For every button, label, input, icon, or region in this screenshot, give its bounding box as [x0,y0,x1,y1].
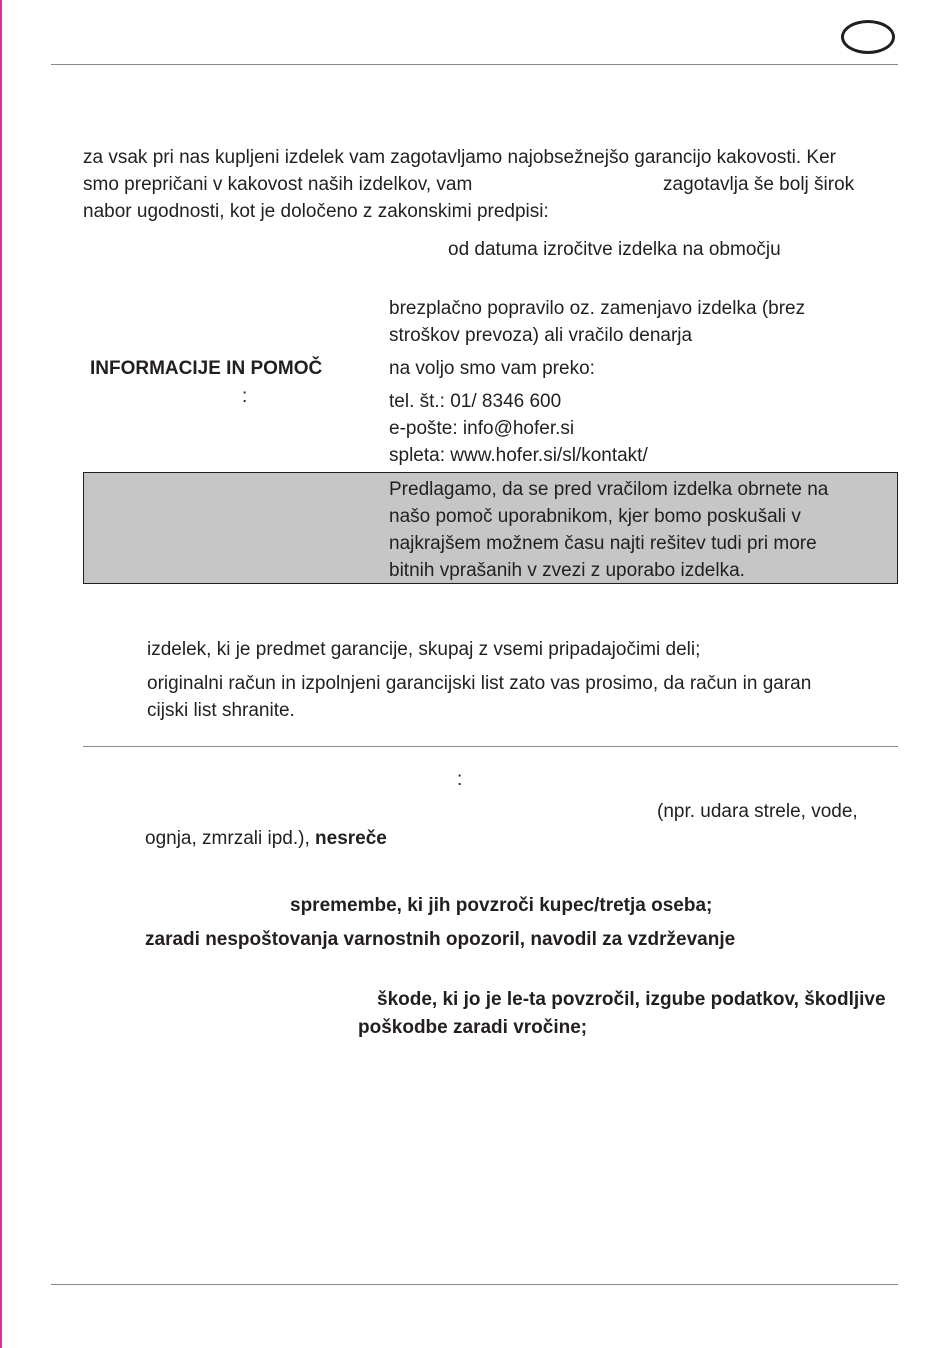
exclusion-accidents: nesreče [315,828,387,849]
warranty-service-line-2: stroškov prevoza) ali vračilo denarja [389,325,693,346]
requirement-item-2-line-1: originalni račun in izpolnjeni garancijski list zato vas prosimo, da račun in garan [147,673,812,694]
requirement-item-1: izdelek, ki je predmet garancije, skupaj z vsemi pripadajočimi deli; [147,639,701,660]
advice-line-1: Predlagamo, da se pred vračilom izdelka obrnete na [389,479,829,500]
exclusions-colon: : [457,769,463,790]
exclusion-force-line-1: (npr. udara strele, vode, [657,801,858,822]
intro-line-3: nabor ugodnosti, kot je določeno z zakonskimi predpisi: [83,201,549,222]
contact-phone: tel. št.: 01/ 8346 600 [389,391,562,412]
footer-rule [51,1284,898,1285]
header-rule [51,64,898,65]
warranty-period-text: od datuma izročitve izdelka na območju [448,239,781,260]
intro-line-1: za vsak pri nas kupljeni izdelek vam zagotavljamo najobsežnejšo garancijo kakovosti. Ker [83,147,836,168]
country-badge-oval [841,20,895,54]
exclusion-changes: spremembe, ki jih povzroči kupec/tretja oseba; [290,895,713,916]
requirement-item-2-line-2: cijski list shranite. [147,700,295,721]
advice-line-3: najkrajšem možnem času najti rešitev tudi pri more [389,533,817,554]
exclusion-force-line-2 [145,825,387,852]
warranty-service-line-1: brezplačno popravilo oz. zamenjavo izdelka (brez [389,298,806,319]
intro-line-2b: zagotavlja še bolj širok [663,174,855,195]
exclusion-force-text: ognja, zmrzali ipd.), [145,828,310,849]
info-help-intro: na voljo smo vam preko: [389,358,595,379]
exclusion-damage-line-1: škode, ki jo je le-ta povzročil, izgube podatkov, škodljive [377,989,886,1010]
info-help-label: INFORMACIJE IN POMOČ [90,358,323,379]
contact-web: spleta: www.hofer.si/sl/kontakt/ [389,445,648,466]
advice-line-2: našo pomoč uporabnikom, kjer bomo poskušali v [389,506,801,527]
contact-email: e-pošte: info@hofer.si [389,418,575,439]
intro-line-2a: smo prepričani v kakovost naših izdelkov, vam [83,174,473,195]
exclusion-damage-line-2: poškodbe zaradi vročine; [358,1017,588,1038]
info-help-colon: : [242,386,248,407]
exclusion-safety: zaradi nespoštovanja varnostnih opozoril, navodil za vzdrževanje [145,929,736,950]
advice-line-4: bitnih vprašanih v zvezi z uporabo izdelka. [389,560,745,581]
page-edge-marker [0,0,2,1348]
section-rule [83,746,898,747]
